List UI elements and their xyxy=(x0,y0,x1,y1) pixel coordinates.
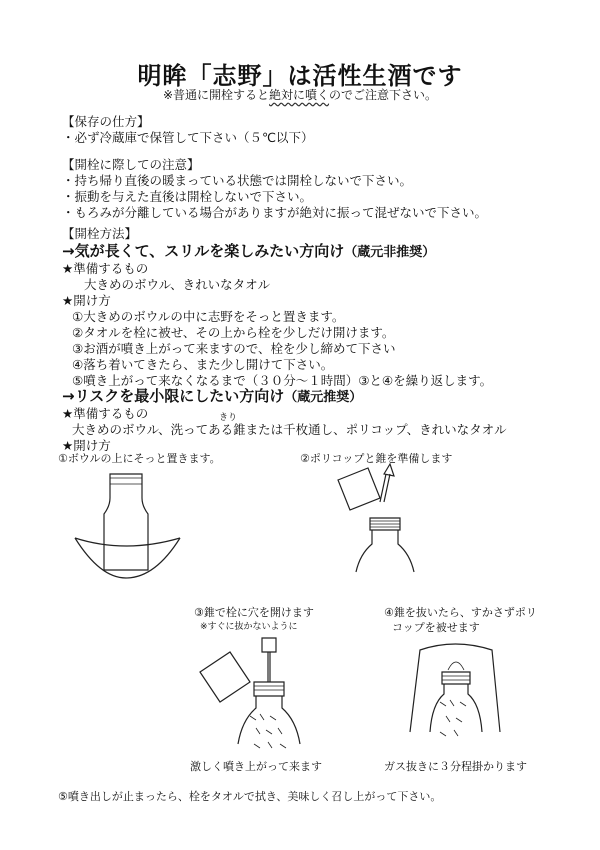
spray-arc xyxy=(448,662,464,670)
bottle-shape xyxy=(104,474,148,570)
fun-title-text: →気が長くて、スリルを楽しみたい方向け xyxy=(62,242,345,260)
bottle-shoulder xyxy=(356,530,414,572)
caution-item: ・もろみが分離している場合がありますが絶対に振って混ぜないで下さい。 xyxy=(62,205,488,220)
caption-gush: 激しく噴き上がって来ます xyxy=(190,760,322,773)
fun-method-title xyxy=(62,240,435,261)
cap-threads xyxy=(442,676,470,680)
ruby-kiri: きり xyxy=(219,413,238,423)
fun-method-note: （蔵元非推奨） xyxy=(344,245,436,260)
poly-cup xyxy=(338,468,380,510)
caption-step3-note: ※すぐに抜かないように xyxy=(200,622,298,632)
fun-step: ①大きめのボウルの中に志野をそっと置きます。 xyxy=(72,309,345,324)
caption-step1: ①ボウルの上にそっと置きます。 xyxy=(58,452,221,465)
fun-open-label: ★開け方 xyxy=(62,293,111,308)
poly-cup-cover xyxy=(410,644,500,732)
foam-texture xyxy=(250,714,286,748)
bottle-cap xyxy=(442,672,470,684)
storage-heading: 【保存の仕方】 xyxy=(62,114,150,129)
fun-step: ④落ち着いてきたら、また少し開けて下さい。 xyxy=(72,357,334,372)
page-title: 明眸「志野」は活性生酒です xyxy=(137,62,463,90)
cap-threads xyxy=(370,521,400,527)
method-heading: 【開栓方法】 xyxy=(62,226,138,241)
caption-step4-line2: コップを被せます xyxy=(392,621,480,634)
caption-degas: ガス抜きに３分程掛かります xyxy=(384,760,527,773)
safe-prep-items: 大きめのボウル、洗ってある錐または千枚通し、ポリコップ、きれいなタオル xyxy=(72,422,507,437)
subtitle-warning xyxy=(0,86,600,103)
awl-shaft xyxy=(380,474,390,502)
caption-step4-line1: ④錐を抜いたら、すかさずポリ xyxy=(384,606,537,619)
fun-prep-label: ★準備するもの xyxy=(62,261,149,276)
bottle-cap xyxy=(254,682,284,696)
awl-piercing-illustration xyxy=(190,632,320,752)
caution-item: ・振動を与えた直後は開栓しないで下さい。 xyxy=(62,189,313,204)
cup-and-awl-illustration xyxy=(320,462,430,582)
bottle-shoulder xyxy=(430,684,482,732)
bottle-neck-rings xyxy=(110,478,142,484)
final-step: ⑤噴き出しが止まったら、栓をタオルで拭き、美味しく召し上がって下さい。 xyxy=(58,790,442,803)
bottle-shoulder xyxy=(238,696,300,744)
fun-prep-items: 大きめのボウル、きれいなタオル xyxy=(84,277,271,292)
awl-handle xyxy=(262,638,276,652)
safe-open-label: ★開け方 xyxy=(62,438,111,453)
cap-threads xyxy=(254,686,284,690)
caption-step2: ②ポリコップと錐を準備します xyxy=(300,452,453,465)
safe-method-title xyxy=(62,385,362,406)
awl-handle xyxy=(384,464,394,476)
safe-title-text: →リスクを最小限にしたい方向け xyxy=(62,387,285,405)
caution-item: ・持ち帰り直後の暖まっている状態では開栓しないで下さい。 xyxy=(62,173,413,188)
safe-method-note: （蔵元推奨） xyxy=(284,390,363,405)
caution-heading: 【開栓に際しての注意】 xyxy=(62,157,200,172)
fun-step: ②タオルを栓に被せ、その上から栓を少しだけ開けます。 xyxy=(72,325,395,340)
poly-cup xyxy=(200,652,250,702)
awl-shaft xyxy=(268,652,270,682)
storage-item: ・必ず冷蔵庫で保管して下さい（５℃以下） xyxy=(62,130,314,145)
bowl-body xyxy=(75,538,180,578)
foam-texture xyxy=(440,700,466,736)
fun-step: ③お酒が噴き上がって来ますので、栓を少し締めて下さい xyxy=(72,341,396,356)
bottle-in-bowl-illustration xyxy=(60,462,210,582)
cup-covered-bottle-illustration xyxy=(400,632,510,752)
subtitle-emphasis: 絶対に噴く xyxy=(269,88,330,102)
safe-prep-label: ★準備するもの xyxy=(62,406,149,421)
caption-step3: ③錐で栓に穴を開けます xyxy=(194,606,314,619)
subtitle-post: のでご注意下さい。 xyxy=(329,88,438,102)
fun-step: ⑤噴き上がって来なくなるまで（３０分～１時間）③と④を繰り返します。 xyxy=(72,373,493,388)
subtitle-pre: ※普通に開栓すると xyxy=(162,88,270,102)
bowl-rim xyxy=(75,538,180,546)
